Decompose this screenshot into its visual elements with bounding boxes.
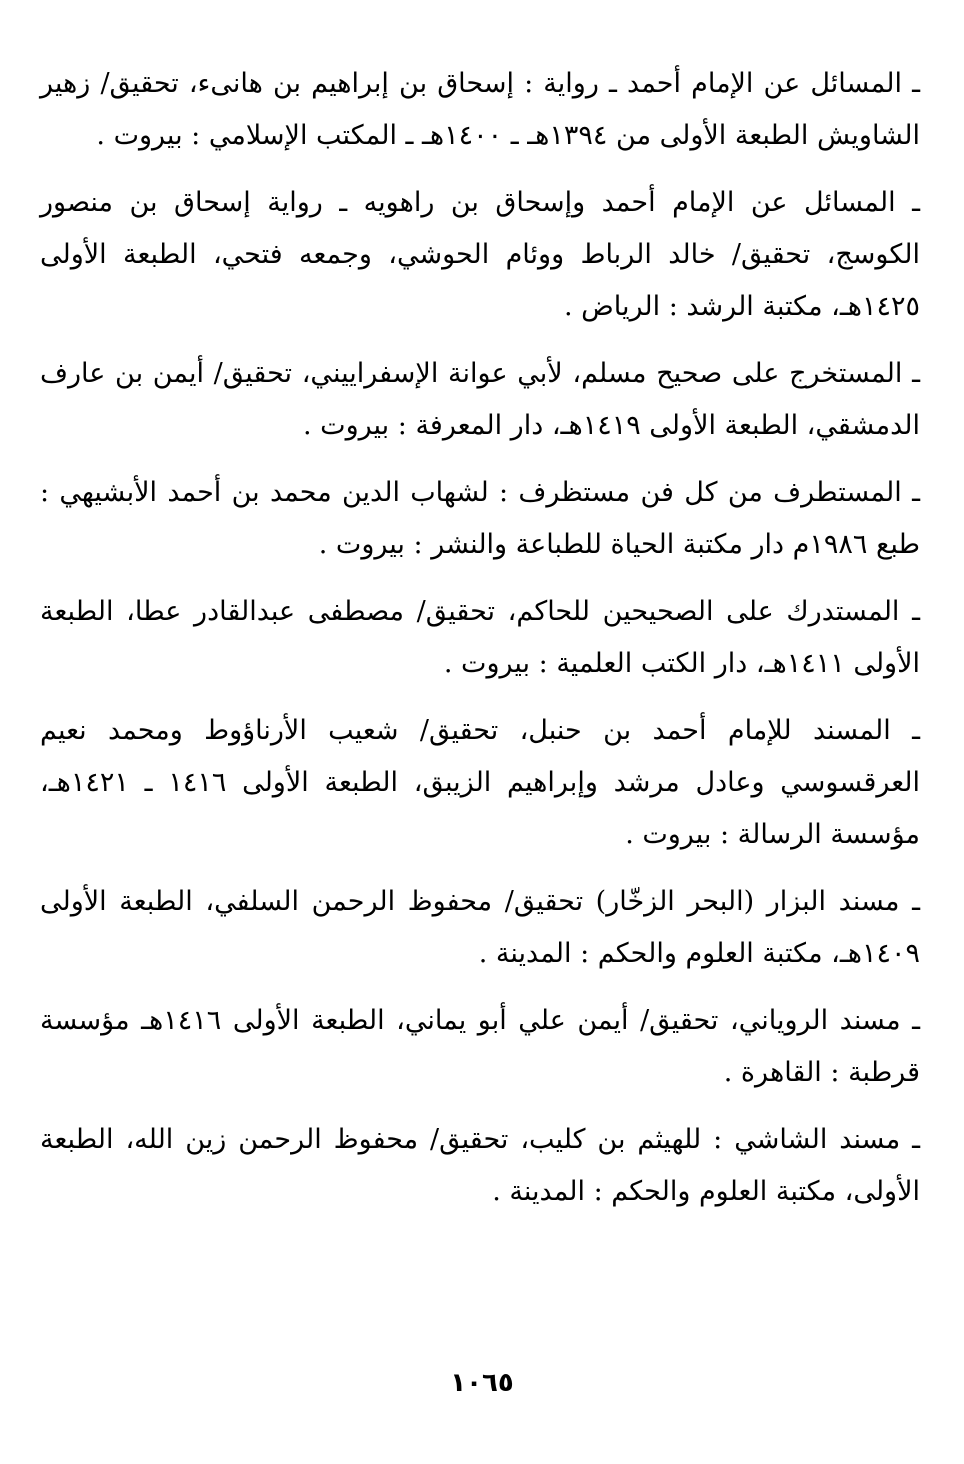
bibliography-entry: ـ المسائل عن الإمام أحمد ـ رواية : إسحاق بن إبراهيم بن هانىء، تحقيق/ زهير الشاويش الطبعة الأولى من ١٣٩٤هـ ـ ١٤٠٠هـ ـ المكتب الإسلامي : بيروت . (40, 68, 920, 151)
bibliography-entry: ـ مسند الروياني، تحقيق/ أيمن علي أبو يماني، الطبعة الأولى ١٤١٦هـ مؤسسة قرطبة : القاهرة . (40, 1005, 920, 1088)
bibliography-entry: ـ المستخرج على صحيح مسلم، لأبي عوانة الإسفراييني، تحقيق/ أيمن بن عارف الدمشقي، الطبعة الأولى ١٤١٩هـ، دار المعرفة : بيروت . (40, 358, 920, 441)
bibliography-list (40, 58, 920, 1233)
page-number: ١٠٦٥ (450, 1368, 514, 1398)
bibliography-entry: ـ المستدرك على الصحيحين للحاكم، تحقيق/ مصطفى عبدالقادر عطا، الطبعة الأولى ١٤١١هـ، دار الكتب العلمية : بيروت . (40, 596, 920, 679)
bibliography-entry: ـ المستطرف من كل فن مستظرف : لشهاب الدين محمد بن أحمد الأبشيهي : طبع ١٩٨٦م دار مكتبة الحياة للطباعة والنشر : بيروت . (40, 477, 920, 560)
bibliography-entry: ـ مسند البزار (البحر الزخّار) تحقيق/ محفوظ الرحمن السلفي، الطبعة الأولى ١٤٠٩هـ، مكتبة العلوم والحكم : المدينة . (40, 886, 920, 969)
bibliography-entry: ـ مسند الشاشي : للهيثم بن كليب، تحقيق/ محفوظ الرحمن زين الله، الطبعة الأولى، مكتبة العلوم والحكم : المدينة . (40, 1124, 920, 1207)
bibliography-entry: ـ المسائل عن الإمام أحمد وإسحاق بن راهويه ـ رواية إسحاق بن منصور الكوسج، تحقيق/ خالد الرباط ووئام الحوشي، وجمعه فتحي، الطبعة الأولى ١٤٢٥هـ، مكتبة الرشد : الرياض . (40, 187, 920, 322)
bibliography-entry: ـ المسند للإمام أحمد بن حنبل، تحقيق/ شعيب الأرناؤوط ومحمد نعيم العرقسوسي وعادل مرشد وإبراهيم الزيبق، الطبعة الأولى ١٤١٦ ـ ١٤٢١هـ، مؤسسة الرسالة : بيروت . (40, 715, 920, 850)
